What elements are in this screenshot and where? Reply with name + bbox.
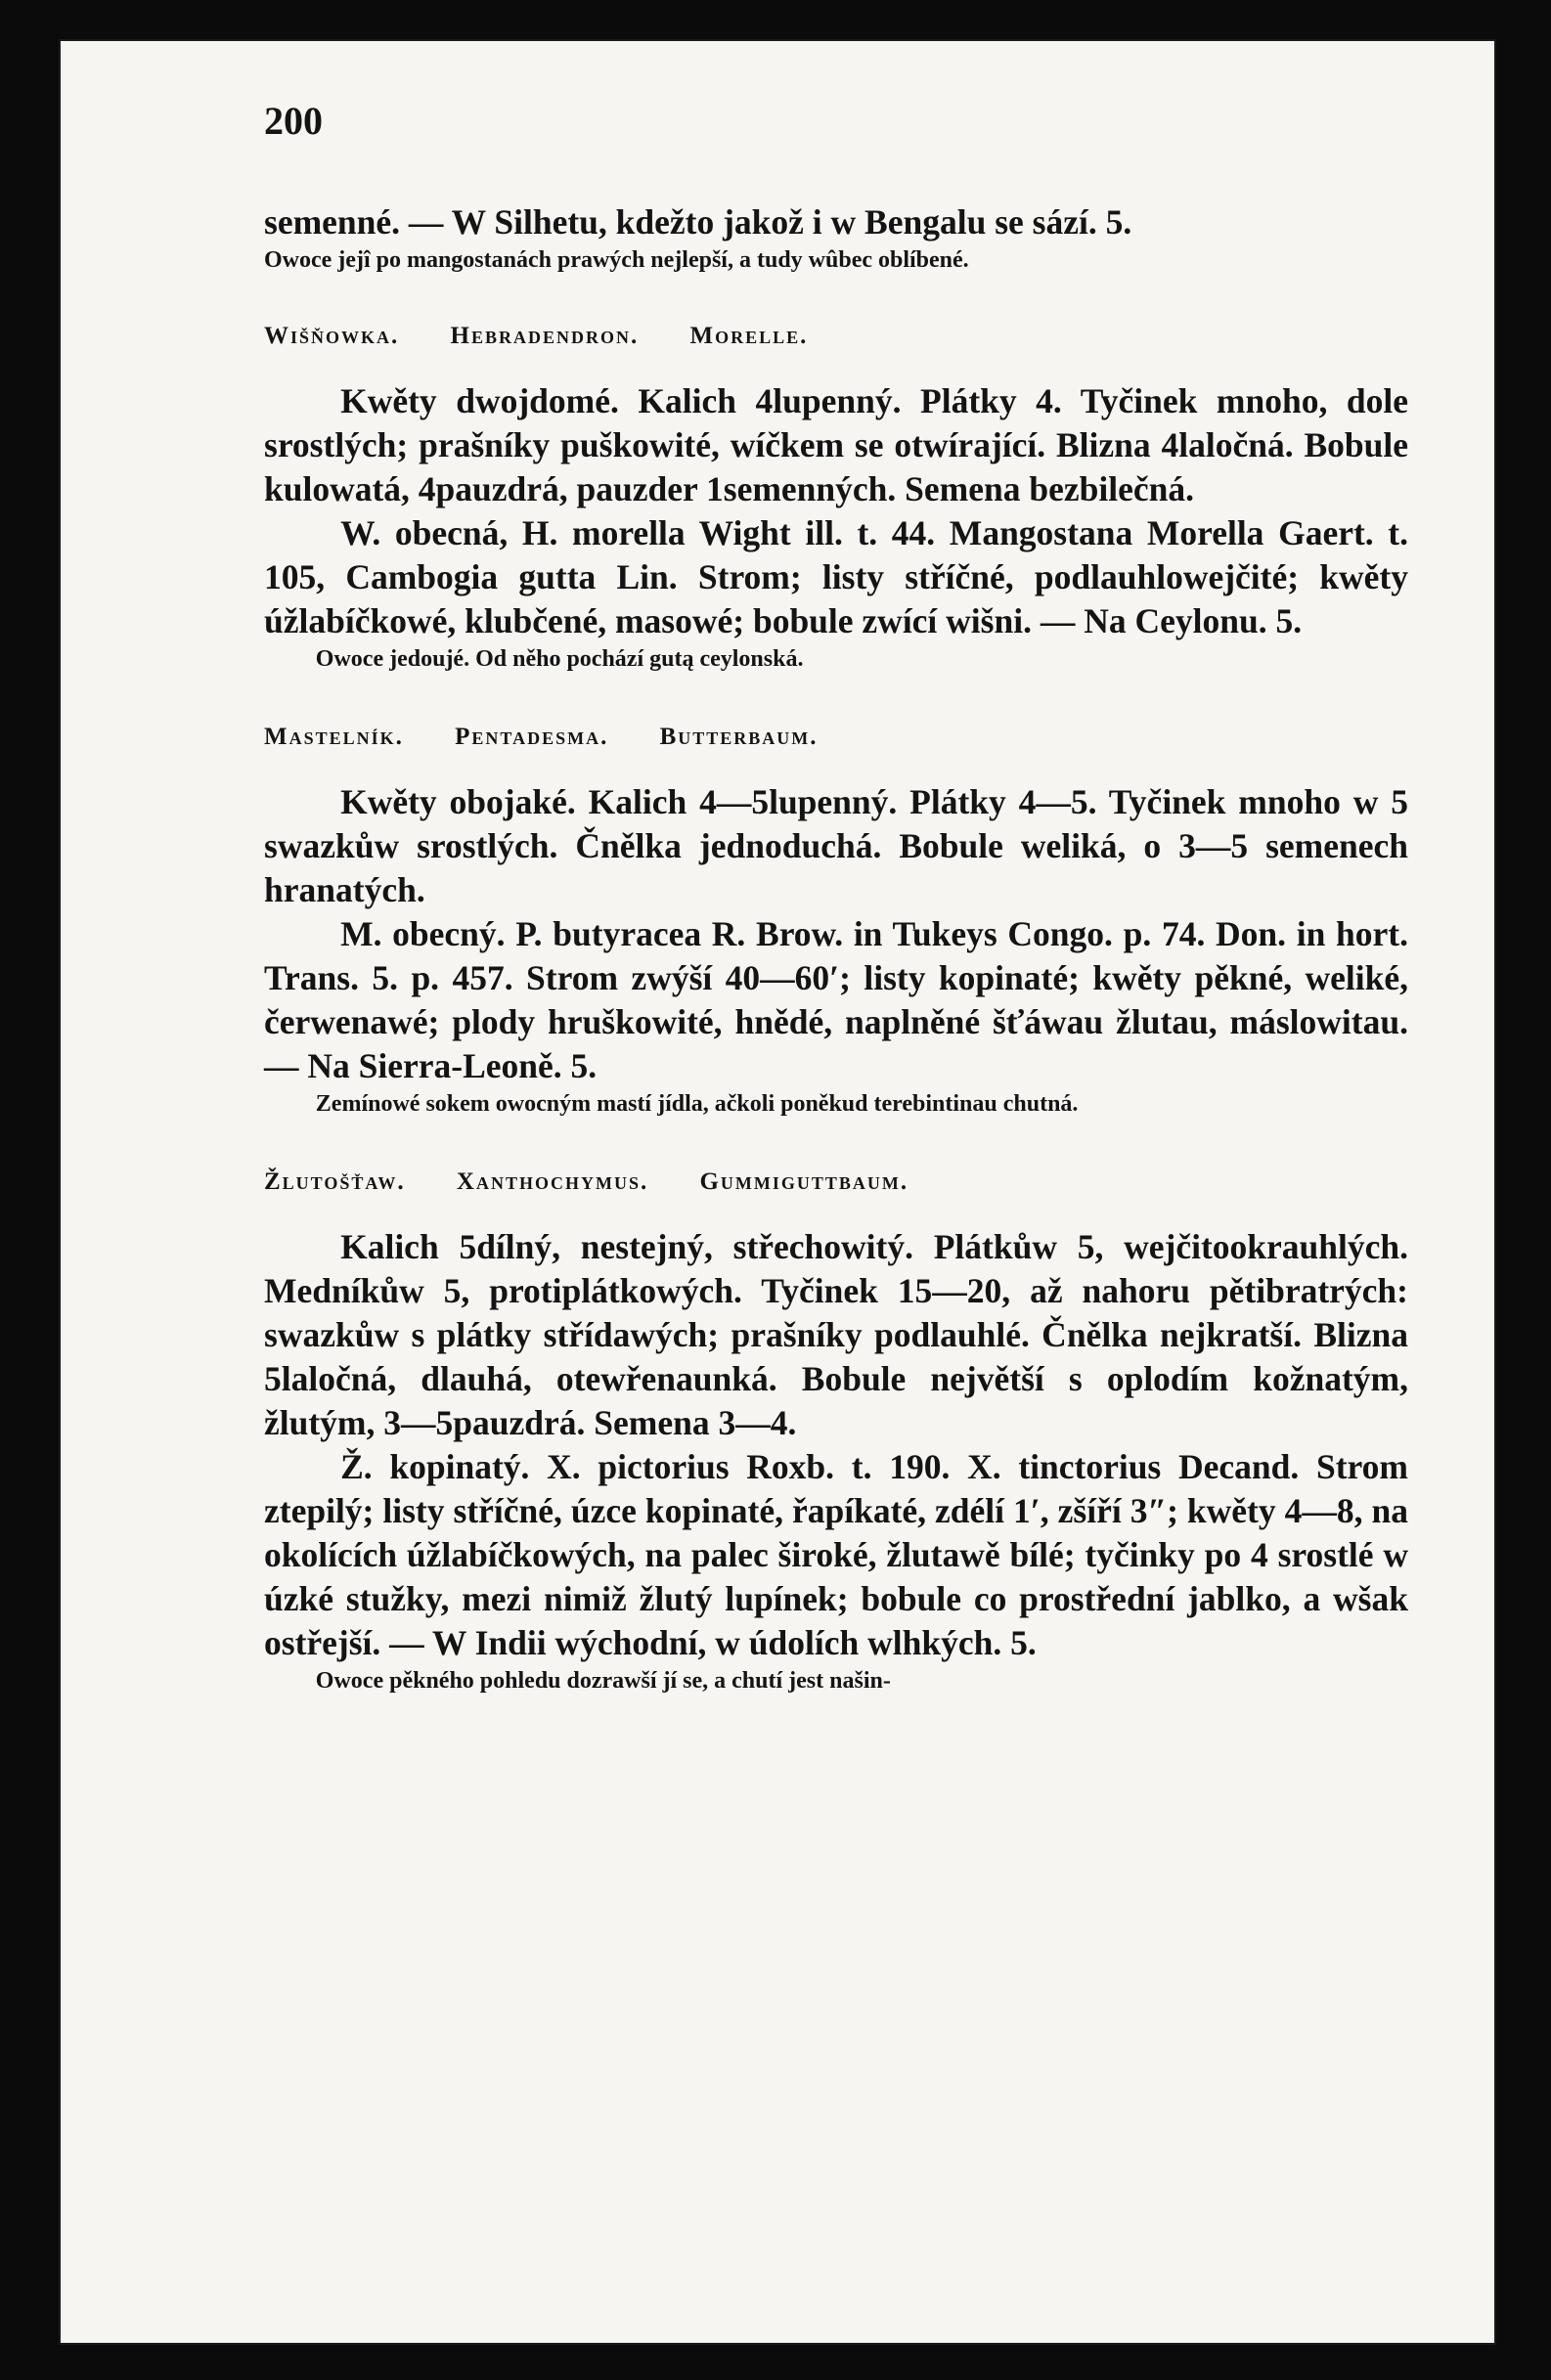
heading-german-name: Gummiguttbaum.: [699, 1168, 909, 1195]
species-entry: W. obecná, H. morella Wight ill. t. 44. Mangostana Morella Gaert. t. 105, Cambogia gutta Lin. Strom; listy stříčné, podlauhlowejčité; kwěty úžlabíčkowé, klubčené, masowé; bobule zwící wišni. — Na Ceylonu. 5.: [264, 513, 1408, 640]
heading-latin-name: Xanthochymus.: [456, 1168, 649, 1195]
section-description: Kwěty dwojdomé. Kalich 4lupenný. Plátky 4. Tyčinek mnoho, dole srostlých; prašníky puškowité, wíčkem se otwírající. Blizna 4laločná. Bobule kulowatá, 4pauzdrá, pauzder 1semenných. Semena bezbilečná.: [264, 381, 1408, 508]
intro-text: semenné. — W Silhetu, kdežto jakož i w Bengalu se sází. 5.: [264, 202, 1132, 242]
page-content: [264, 98, 1408, 1697]
section-description: Kwěty obojaké. Kalich 4—5lupenný. Plátky 4—5. Tyčinek mnoho w 5 swazkůw srostlých. Čnělka jednoduchá. Bobule weliká, o 3—5 semenech hranatých.: [264, 782, 1408, 909]
species-note: Owoce jedoujé. Od něho pochází gutą ceylonská.: [315, 646, 804, 672]
species-entry: Ž. kopinatý. X. pictorius Roxb. t. 190. X. tinctorius Decand. Strom ztepilý; listy stříčné, úzce kopinaté, řapíkaté, zdélí 1′, zšíří 3″; kwěty 4—8, na okolících úžlabíčkowých, na palec široké, žlutawě bílé; tyčinky po 4 srostlé w úzké stužky, mezi nimiž žlutý lupínek; bobule co prostřední jablko, a wšak ostřejší. — W Indii wýchodní, w údolích wlhkých. 5.: [264, 1447, 1408, 1662]
section-heading-wisnowka: [264, 323, 1408, 350]
species-note: Owoce pěkného pohledu dozrawší jí se, a chutí jest našin-: [315, 1668, 891, 1694]
heading-german-name: Butterbaum.: [659, 724, 819, 750]
species-entry: M. obecný. P. butyracea R. Brow. in Tukeys Congo. p. 74. Don. in hort. Trans. 5. p. 457. Strom zwýší 40—60′; listy kopinaté; kwěty pěkné, weliké, čerwenawé; plody hruškowité, hnědé, naplněné šťáwau žlutau, máslowitau. — Na Sierra-Leoně. 5.: [264, 914, 1408, 1085]
intro-note: Owoce jejî po mangostanách prawých nejlepší, a tudy wûbec oblíbené.: [264, 247, 969, 273]
heading-czech-name: Žlutošťaw.: [264, 1168, 406, 1195]
species-note: Zemínowé sokem owocným mastí jídla, ačkoli poněkud terebintinau chutná.: [315, 1091, 1079, 1117]
heading-latin-name: Pentadesma.: [455, 724, 609, 750]
page-number: 200: [264, 99, 323, 143]
section-description: Kalich 5dílný, nestejný, střechowitý. Plátkůw 5, wejčitookrauhlých. Medníkůw 5, protiplátkowých. Tyčinek 15—20, až nahoru pětibratrých: swazkůw s plátky střídawých; prašníky podlauhlé. Čnělka nejkratší. Blizna 5laločná, dlauhá, otewřenaunká. Bobule největší s oplodím kožnatým, žlutým, 3—5pauzdrá. Semena 3—4.: [264, 1227, 1408, 1442]
section-heading-zlutostaw: [264, 1168, 1408, 1196]
heading-czech-name: Wišňowka.: [264, 323, 400, 349]
heading-german-name: Morelle.: [689, 323, 809, 349]
section-heading-mastelnik: [264, 724, 1408, 751]
heading-czech-name: Mastelník.: [264, 724, 404, 750]
heading-latin-name: Hebradendron.: [450, 323, 640, 349]
